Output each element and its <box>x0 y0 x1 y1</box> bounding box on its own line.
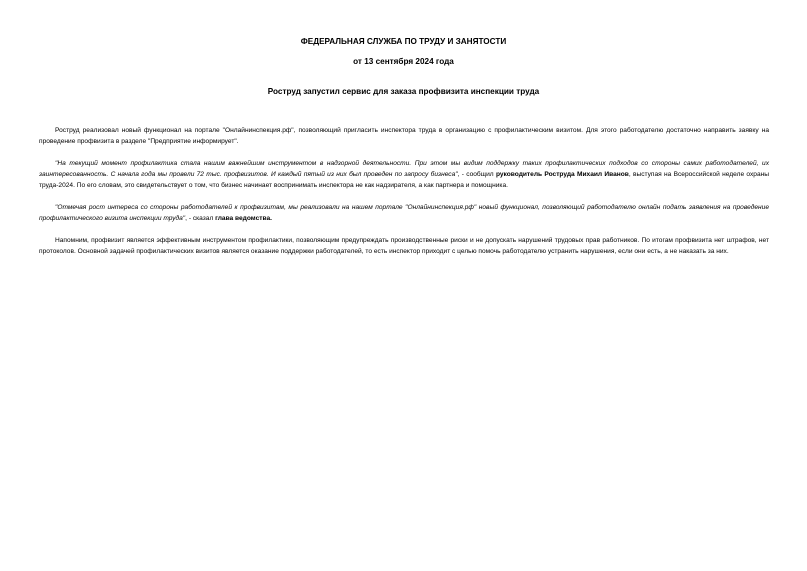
paragraph-quote-head <box>39 158 769 191</box>
paragraph-reminder: Напомним, профвизит является эффективным инструментом профилактики, позволяющим предупреждать производственные риски и не допускать нарушений трудовых прав работников. По итогам профвизита нет штрафов, нет протоколов. Основной задачей профилактических визитов является оказание поддержки работодателей, то есть инспектор приходит с целью помочь работодателю устранить нарушения, если они есть, а не наказать за них. <box>39 237 769 255</box>
agency-said: , - сказал <box>185 215 216 222</box>
agency-quote: "Отмечая рост интереса со стороны работодателей к профвизитам, мы реализовали на нашем портале "Онлайнинспекция.рф" новый функционал, позволяющий работодателю онлайн подать заявления на проведение профилактического визита инспекции труда" <box>39 204 769 222</box>
head-speaker: руководитель Роструда Михаил Иванов <box>495 171 629 178</box>
head-quote: "На текущий момент профилактика стала нашим важнейшим инструментом в надзорной деятельности. При этом мы видим поддержку таких профилактических подходов со стороны самих работодателей, их заинтересованность. С начала года мы провели 72 тыс. профвизитов. И каждый пятый из них был проведен по запросу бизнеса" <box>39 160 769 178</box>
paragraph-quote-agency <box>39 202 769 224</box>
document-body <box>39 125 769 257</box>
head-rest: , выступая на Всероссийской неделе охраны труда-2024. По его словам, это свидетельствует о том, что бизнес начинает воспринимать инспектора не как надзирателя, а как партнера и помощника. <box>39 171 769 189</box>
paragraph-intro: Роструд реализовал новый функционал на портале "Онлайнинспекция.рф", позволяющий пригласить инспектора труда в организацию с профилактическим визитом. Для этого работодателю достаточно направить заявку на проведение профвизита в разделе "Предприятие информирует". <box>39 127 769 145</box>
agency-speaker: глава ведомства. <box>215 215 272 222</box>
document-title: Роструд запустил сервис для заказа профвизита инспекции труда <box>267 87 540 96</box>
agency-name: ФЕДЕРАЛЬНАЯ СЛУЖБА ПО ТРУДУ И ЗАНЯТОСТИ <box>300 37 507 46</box>
document-date: от 13 сентября 2024 года <box>353 57 454 66</box>
head-said: , - сообщил <box>457 171 496 178</box>
